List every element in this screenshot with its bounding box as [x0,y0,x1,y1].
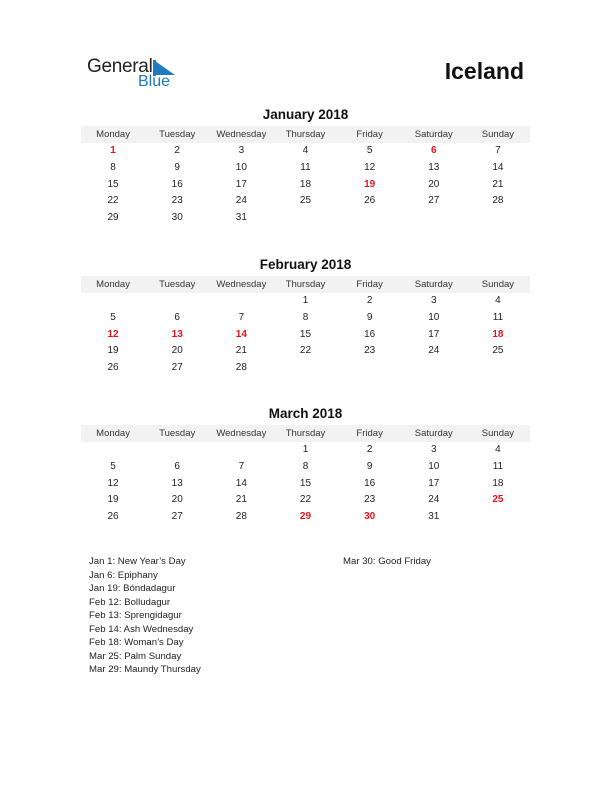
day-cell: 29 [107,212,119,224]
day-cell: 11 [492,460,504,472]
weekday-label: Monday [96,428,130,439]
empty-day-cell [338,210,402,227]
weekday-label: Wednesday [216,129,267,140]
week-row [81,459,530,476]
empty-day-cell [273,210,337,227]
day-cell: 28 [492,195,504,207]
day-cell: 6 [174,311,180,323]
day-cell: 9 [366,460,373,472]
day-cell: 10 [428,311,440,323]
day-cell: 22 [107,195,119,207]
day-cell: 3 [238,145,245,156]
empty-day-cell [145,293,209,310]
month-title: January 2018 [262,107,349,122]
day-cell: 22 [299,345,312,357]
weekday-header-row [81,276,530,293]
day-cell: 12 [364,161,376,173]
holiday-entry: Jan 6: Epiphany [89,569,158,581]
day-cell: 26 [107,511,119,523]
day-cell: 24 [428,494,440,506]
holiday-entry: Feb 18: Woman’s Day [89,637,184,649]
day-cell: 25 [492,494,504,506]
empty-day-cell [466,509,530,526]
country-title: Iceland [444,58,524,84]
day-cell: 28 [235,511,247,523]
day-cell: 26 [107,362,119,374]
day-cell: 3 [430,295,437,306]
day-cell: 8 [302,311,309,323]
holiday-list-column-1 [89,555,201,677]
day-cell: 15 [299,477,312,489]
day-cell: 7 [495,145,501,156]
day-cell: 29 [299,511,312,523]
weekday-label: Saturday [414,279,453,290]
weekday-label: Sunday [481,279,515,290]
day-cell: 11 [492,311,504,323]
holiday-entry: Jan 1: New Year’s Day [89,556,186,567]
day-cell: 27 [428,195,440,207]
week-row [81,210,530,227]
day-cell: 11 [300,161,311,173]
day-cell: 2 [366,295,373,306]
day-cell: 4 [495,295,501,306]
week-row [81,476,530,493]
day-cell: 19 [107,345,119,357]
empty-day-cell [466,210,530,227]
empty-day-cell [145,442,209,459]
day-cell: 12 [107,477,119,489]
empty-day-cell [402,210,466,227]
day-cell: 2 [366,444,373,455]
week-row [81,310,530,327]
day-cell: 6 [174,460,180,472]
week-row [81,492,530,509]
holiday-entry: Mar 30: Good Friday [343,556,431,567]
holiday-entry: Jan 19: Bóndadagur [89,583,176,595]
week-row [81,177,530,194]
week-row [81,442,530,459]
day-cell: 8 [110,161,116,173]
week-row [81,193,530,210]
day-cell: 2 [174,145,180,156]
logo-text-blue: Blue [138,73,171,90]
empty-day-cell [209,442,273,459]
weekday-label: Friday [356,279,383,290]
day-cell: 28 [235,362,247,374]
day-cell: 24 [428,345,440,357]
week-row [81,293,530,310]
day-cell: 23 [364,345,376,357]
month-calendar-january [81,106,530,227]
weekday-label: Thursday [285,428,326,439]
day-cell: 6 [430,145,437,156]
day-cell: 15 [299,328,312,340]
day-cell: 24 [235,195,247,207]
day-cell: 16 [171,178,183,190]
day-cell: 20 [171,494,183,506]
holiday-entry: Mar 25: Palm Sunday [89,650,182,662]
weekday-header-row [81,126,530,143]
day-cell: 5 [366,145,373,156]
day-cell: 13 [428,161,440,173]
day-cell: 21 [235,345,247,357]
day-cell: 8 [302,460,309,472]
day-cell: 14 [492,161,504,173]
day-cell: 10 [235,161,247,173]
day-cell: 13 [171,477,183,489]
day-cell: 26 [364,195,376,207]
empty-day-cell [81,442,145,459]
weekday-label: Wednesday [216,279,267,290]
day-cell: 5 [110,311,116,323]
weekday-label: Sunday [481,129,515,140]
weekday-header-row [81,425,530,442]
week-row [81,509,530,526]
day-cell: 18 [492,328,504,340]
day-cell: 20 [171,345,183,357]
day-cell: 4 [495,444,501,455]
holiday-entry: Feb 12: Bolludagur [89,596,171,608]
day-cell: 31 [235,212,247,224]
weekday-label: Tuesday [159,428,196,439]
day-cell: 20 [428,178,440,190]
month-title: March 2018 [268,406,343,421]
weekday-label: Tuesday [159,129,196,140]
day-cell: 7 [238,460,245,472]
day-cell: 3 [430,444,437,455]
week-row [81,327,530,344]
day-cell: 23 [364,494,376,506]
week-row [81,160,530,177]
day-cell: 18 [492,477,504,489]
day-cell: 12 [107,328,119,340]
day-cell: 25 [299,195,312,207]
day-cell: 1 [302,295,309,306]
day-cell: 13 [171,328,183,340]
holiday-list-column-2 [343,555,431,569]
weekday-label: Monday [96,129,130,140]
day-cell: 15 [107,178,119,190]
day-cell: 18 [299,178,312,190]
day-cell: 17 [235,178,247,190]
day-cell: 19 [107,494,119,506]
empty-day-cell [402,360,466,377]
generalblue-logo [87,56,187,92]
holiday-entry: Feb 13: Sprengidagur [89,610,182,622]
weekday-label: Thursday [285,279,326,290]
empty-day-cell [273,360,337,377]
weekday-label: Saturday [414,129,453,140]
day-cell: 25 [492,345,504,357]
holiday-entry: Mar 29: Maundy Thursday [89,664,201,676]
weekday-label: Saturday [414,428,453,439]
day-cell: 10 [428,460,440,472]
day-cell: 9 [366,311,373,323]
holiday-entry: Feb 14: Ash Wednesday [89,623,194,635]
day-cell: 9 [174,161,180,173]
day-cell: 22 [299,494,312,506]
day-cell: 5 [110,460,116,472]
day-cell: 27 [171,511,183,523]
day-cell: 30 [364,511,376,523]
empty-day-cell [338,360,402,377]
weekday-label: Monday [96,279,130,290]
weekday-label: Friday [356,428,383,439]
day-cell: 16 [364,328,376,340]
day-cell: 16 [364,477,376,489]
day-cell: 1 [302,444,309,455]
month-title: February 2018 [259,257,352,272]
weekday-label: Sunday [481,428,515,439]
day-cell: 17 [428,477,440,489]
day-cell: 31 [428,511,440,523]
week-row [81,343,530,360]
day-cell: 23 [171,195,183,207]
week-row [81,360,530,377]
weekday-label: Thursday [285,129,326,140]
weekday-label: Wednesday [216,428,267,439]
empty-day-cell [466,360,530,377]
weekday-label: Friday [356,129,383,140]
day-cell: 21 [235,494,247,506]
weekday-label: Tuesday [159,279,196,290]
logo-text-general: General [87,56,153,77]
day-cell: 19 [364,178,376,190]
day-cell: 21 [492,178,504,190]
day-cell: 7 [238,311,245,323]
day-cell: 30 [171,212,183,224]
empty-day-cell [209,293,273,310]
day-cell: 4 [302,145,309,156]
day-cell: 1 [110,145,116,156]
day-cell: 17 [428,328,440,340]
day-cell: 14 [235,328,247,340]
month-calendar-february [81,256,530,377]
empty-day-cell [81,293,145,310]
day-cell: 14 [235,477,247,489]
week-row [81,143,530,160]
month-calendar-march [81,405,530,526]
day-cell: 27 [171,362,183,374]
